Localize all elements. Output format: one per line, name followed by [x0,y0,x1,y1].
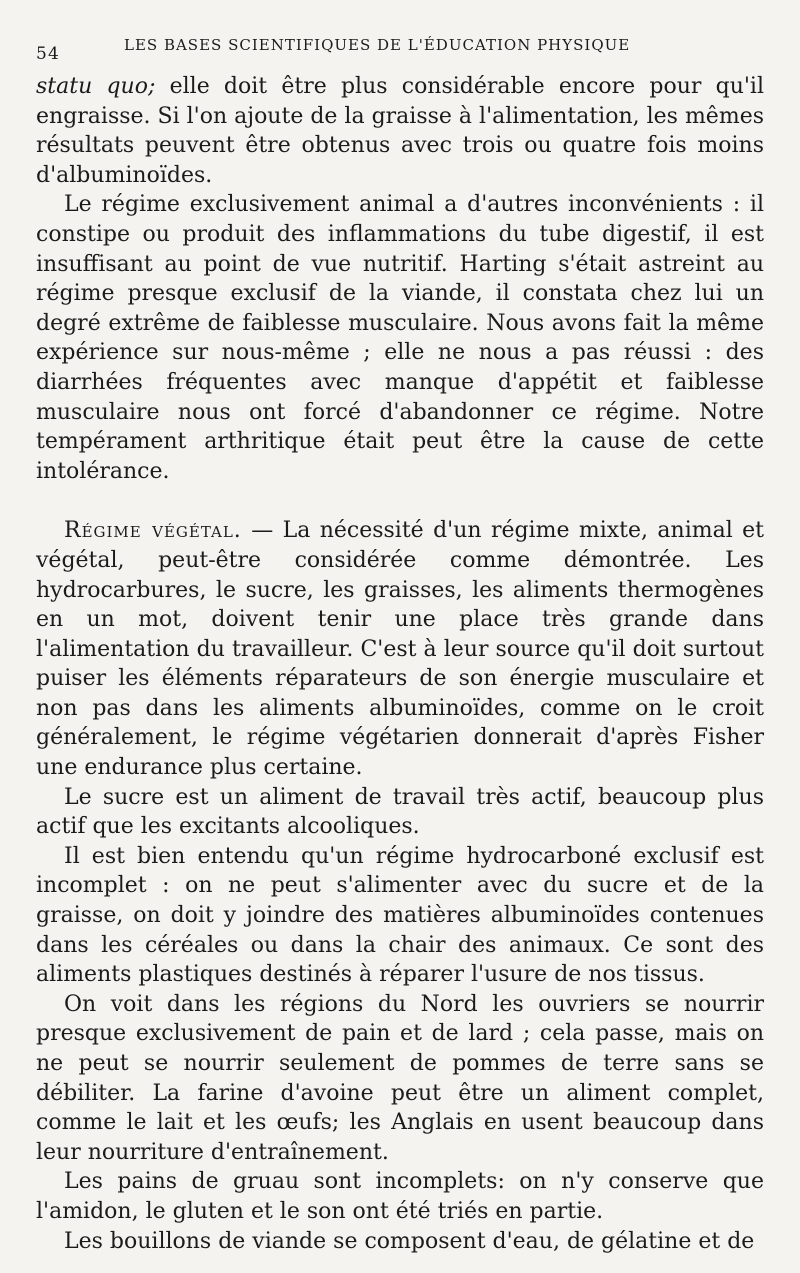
paragraph-4: Le sucre est un aliment de travail très actif, beaucoup plus actif que les excitants alcooliques. [36,784,764,840]
paragraph-6: On voit dans les régions du Nord les ouvriers se nourrir presque exclusivement de pain et de lard ; cela passe, mais on ne peut se nourrir seulement de pommes de terre sans se débiliter. La farine d'avoine peut être un aliment complet, comme le lait et les œufs; les Anglais en usent beaucoup dans leur nourriture d'entraînement. [36,991,764,1165]
running-header [36,30,764,64]
page-body [36,72,764,1256]
paragraph-2: Le régime exclusivement animal a d'autres inconvénients : il constipe ou produit des inflammations du tube digestif, il est insuffisant au point de vue nutritif. Harting s'était astreint au régime presque exclusif de la viande, il constata chez lui un degré extrême de faiblesse musculaire. Nous avons fait la même expérience sur nous-même ; elle ne nous a pas réussi : des diarrhées fréquentes avec manque d'appétit et faiblesse musculaire nous ont forcé d'abandonner ce régime. Notre tempérament arthritique était peut être la cause de cette intolérance. [36,192,764,484]
paragraph-8: Les bouillons de viande se composent d'eau, de gélatine et de [64,1228,755,1254]
section-heading: Régime végétal. [64,518,242,544]
paragraph-7: Les pains de gruau sont incomplets: on n'y conserve que l'amidon, le gluten et le son ont été triés en partie. [36,1169,764,1224]
page-number: 54 [36,44,61,64]
italic-lead: statu quo; [36,74,156,99]
paragraph-5: Il est bien entendu qu'un régime hydrocarboné exclusif est incomplet : on ne peut s'alimenter avec du sucre et de la graisse, on doit y joindre des matières albuminoïdes contenues dans les céréales ou dans la chair des animaux. Ce sont des aliments plastiques destinés à réparer l'usure de nos tissus. [36,843,764,988]
paragraph-1 [36,72,764,190]
paragraph-text: elle doit être plus considérable encore pour qu'il engraisse. Si l'on ajoute de la graisse à l'alimentation, les mêmes résultats peuvent être obtenus avec trois ou quatre fois moins d'albuminoïdes. [36,74,764,188]
book-page [36,30,764,1256]
paragraph-3 [36,516,764,782]
paragraph-text: — La nécessité d'un régime mixte, animal et végétal, peut-être considérée comme démontrée. Les hydrocarbures, le sucre, les graisses, les aliments thermogènes en un mot, doivent tenir une place très grande dans l'alimentation du travailleur. C'est à leur source qu'il doit surtout puiser les éléments réparateurs de son énergie musculaire et non pas dans les aliments albuminoïdes, comme on le croit généralement, le régime végétarien donnerait d'après Fisher une endurance plus certaine. [36,518,764,781]
running-title: LES BASES SCIENTIFIQUES DE L'ÉDUCATION PHYSIQUE [124,36,631,54]
